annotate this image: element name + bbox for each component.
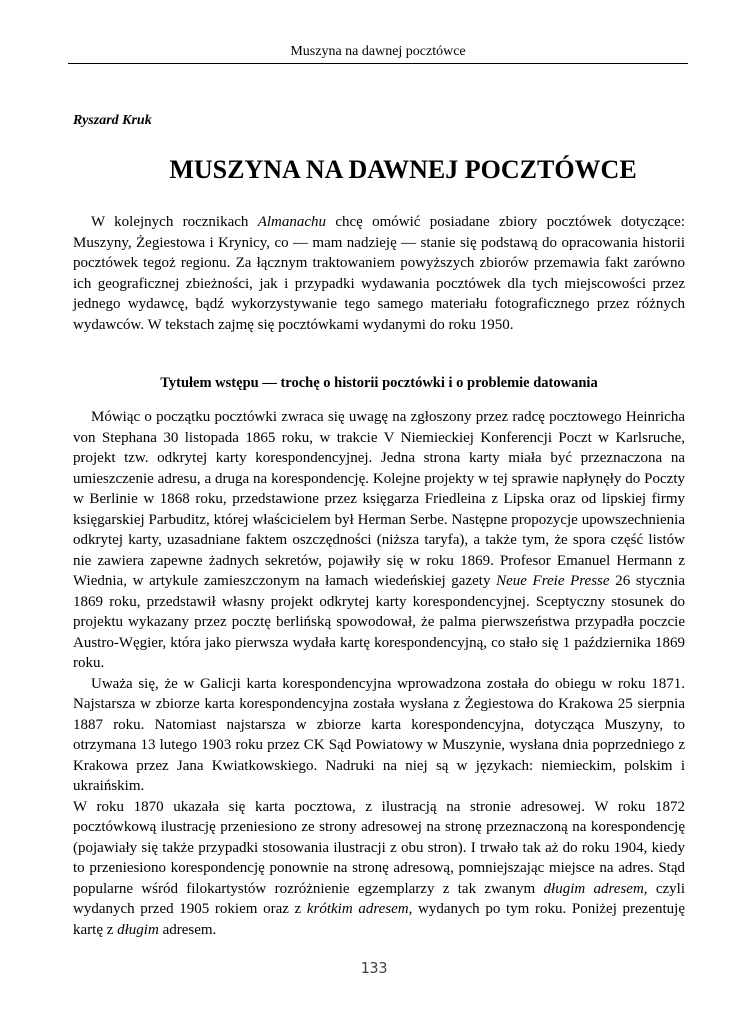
p3-text-2: czyli wydanych przed 1905 rokiem oraz z [73, 880, 685, 917]
section-heading: Tytułem wstępu — trochę o historii pocztówki i o problemie datowania [160, 375, 598, 391]
header-rule [68, 63, 688, 64]
p1-italic-newspaper: Neue Freie Presse [496, 573, 610, 589]
author-name: Ryszard Kruk [73, 113, 152, 128]
p1-text-2: 26 stycznia 1869 roku, przedstawił własny projekt odkrytej karty korespondencyjnej. Sceptyczny stosunek do projektu wykazany przez pocztę berlińską spowodował, że palma pierwszeństwa przypadła poczcie Austro-Węgier, która jako pierwsza wydała kartę korespondencyjną, co stało się 1 października 1869 roku. [73, 573, 685, 671]
p3-italic-short-address: krótkim adresem, [306, 901, 413, 917]
paragraph-1 [73, 407, 685, 674]
intro-italic-almanach: Almanachu [257, 214, 327, 230]
p1-text-1: Mówiąc o początku pocztówki zwraca się uwagę na zgłoszony przez radcę pocztowego Heinricha von Stephana 30 listopada 1865 roku, w trakcie V Niemieckiej Konferencji Poczt w Karlsruche, projekt tzw. odkrytej karty korespondencyjnej. Jedna strona karty miała być przeznaczona na umieszczenie adresu, a druga na korespondencję. Kolejne projekty w tej sprawie napłynęły do Poczty w Berlinie w 1868 roku, przedstawione przez księgarza Friedleina z Lipska oraz od lipskiej firmy księgarskiej Parbuditz, której właścicielem był Herman Serbe. Następne propozycje upowszechnienia odkrytej karty, uzasadniane faktem oszczędności (niższa taryfa), a także tym, że spora część listów nie zawiera zapewne żadnych sekretów, pojawiły się w roku 1869. Profesor Emanuel Hermann z Wiednia, w artykule zamieszczonym na łamach wiedeńskiej gazety [73, 409, 685, 589]
article-body [73, 407, 685, 940]
running-header: Muszyna na dawnej pocztówce [290, 44, 466, 59]
p3-italic-long-address: długim adresem, [543, 880, 648, 897]
paragraph-3 [73, 797, 685, 941]
intro-paragraph [73, 212, 685, 335]
paragraph-2: Uważa się, że w Galicji karta korespondencyjna wprowadzona została do obiegu w roku 1871. Najstarsza w zbiorze karta korespondencyjna została wysłana z Żegiestowa do Krakowa 25 sierpnia 1887 roku. Natomiast najstarsza w zbiorze karta korespondencyjna, dotycząca Muszyny, to otrzymana 13 lutego 1903 roku przez CK Sąd Powiatowy w Muszynie, wysłana dnia poprzedniego z Krakowa przez Jana Kwiatkowskiego. Nadruki na niej są w językach: niemieckim, polskim i ukraińskim. [73, 675, 685, 794]
p3-text-1: W roku 1870 ukazała się karta pocztowa, z ilustracją na stronie adresowej. W roku 1872 pocztówkową ilustrację przeniesiono ze strony adresowej na stronę przeznaczoną na korespondencję (pojawiały się także przypadki stosowania ilustracji z obu stron). I trwało tak aż do roku 1904, kiedy to przeniesiono korespondencję ponownie na stronę adresową, pomniejszając miejsce na adres. Stąd popularne wśród filokartystów rozróżnienie egzemplarzy z tak zwanym [73, 798, 685, 897]
p3-text-3: wydanych po tym roku. Poniżej prezentuję kartę z [73, 901, 685, 938]
article-title: MUSZYNA NA DAWNEJ POCZTÓWCE [169, 155, 637, 184]
p3-text-4: adresem. [158, 921, 217, 938]
p3-italic-long: długim [117, 921, 159, 938]
page-number: 133 [360, 959, 388, 977]
intro-text-2: chcę omówić posiadane zbiory pocztówek dotyczące: Muszyny, Żegiestowa i Krynicy, co — mam nadzieję — stanie się podstawą do opracowania historii pocztówek tegoż regionu. Za łącznym traktowaniem powyższych zbiorów przemawia fakt zarówno ich geograficznej zbieżności, jak i przypadki wydawania pocztówek dla tych miejscowości przez jednego wydawcę, bądź wykorzystywanie tego samego materiału fotograficznego przez różnych wydawców. W tekstach zajmę się pocztówkami wydanymi do roku 1950. [73, 214, 685, 333]
intro-text-1: W kolejnych rocznikach [91, 214, 258, 230]
